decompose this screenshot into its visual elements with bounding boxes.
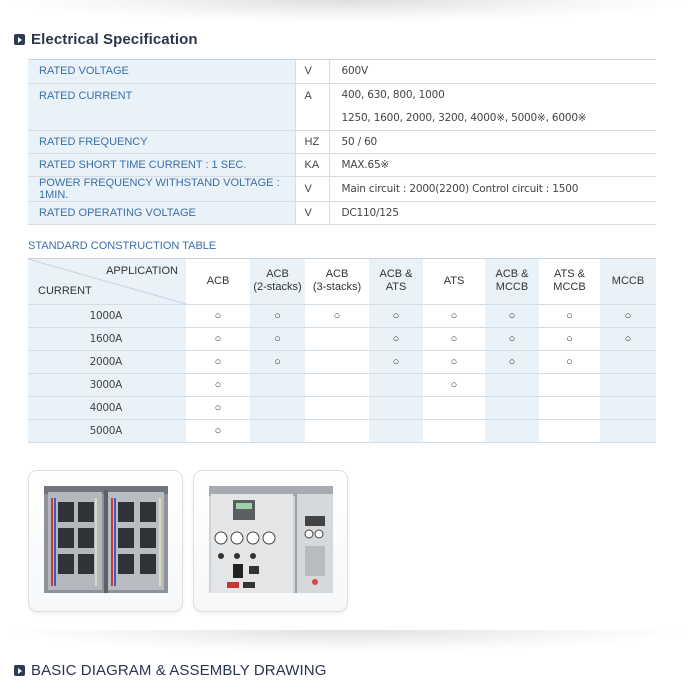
column-header-line: MCCB bbox=[553, 281, 586, 294]
standard-construction-table bbox=[28, 259, 656, 443]
column-header-line: (3-stacks) bbox=[312, 281, 362, 294]
table-row bbox=[28, 419, 656, 442]
availability-cell bbox=[485, 327, 539, 350]
current-rating: 1600A bbox=[28, 327, 186, 350]
spec-value-cell bbox=[329, 153, 656, 176]
column-header-line: ACB bbox=[206, 274, 230, 287]
availability-cell bbox=[600, 396, 656, 419]
current-rating: 2000A bbox=[28, 350, 186, 373]
table-row bbox=[28, 304, 656, 327]
spec-label: RATED VOLTAGE bbox=[28, 60, 295, 83]
available-mark: ○ bbox=[392, 309, 400, 322]
availability-cell bbox=[539, 419, 600, 442]
availability-cell bbox=[305, 350, 369, 373]
spec-label: POWER FREQUENCY WITHSTAND VOLTAGE : 1MIN. bbox=[28, 176, 295, 201]
available-mark: ○ bbox=[566, 355, 573, 368]
spec-unit: V bbox=[295, 60, 329, 83]
availability-cell bbox=[600, 327, 656, 350]
available-mark: ○ bbox=[450, 309, 458, 322]
availability-cell bbox=[539, 327, 600, 350]
availability-cell bbox=[305, 327, 369, 350]
column-header bbox=[423, 259, 485, 304]
column-header bbox=[186, 259, 250, 304]
availability-cell bbox=[423, 304, 485, 327]
availability-cell bbox=[186, 350, 250, 373]
available-mark: ○ bbox=[624, 309, 632, 322]
available-mark: ○ bbox=[508, 355, 516, 368]
availability-cell bbox=[423, 373, 485, 396]
available-mark: ○ bbox=[450, 332, 458, 345]
spec-value: 400, 630, 800, 1000 bbox=[341, 88, 445, 101]
available-mark: ○ bbox=[566, 309, 573, 322]
available-mark: ○ bbox=[450, 355, 458, 368]
availability-cell bbox=[423, 396, 485, 419]
available-mark: ○ bbox=[508, 332, 516, 345]
column-header-line: MCCB bbox=[611, 274, 645, 287]
column-header bbox=[539, 259, 600, 304]
spec-row bbox=[28, 83, 656, 130]
spec-unit: V bbox=[295, 176, 329, 201]
column-header-line: ACB bbox=[325, 268, 349, 281]
availability-cell bbox=[305, 419, 369, 442]
availability-cell bbox=[250, 350, 305, 373]
column-header-line: ATS bbox=[385, 281, 407, 294]
availability-cell bbox=[305, 304, 369, 327]
availability-cell bbox=[250, 327, 305, 350]
photo-card-switchgear[interactable] bbox=[28, 470, 183, 612]
availability-cell bbox=[186, 396, 250, 419]
availability-cell bbox=[423, 327, 485, 350]
column-header-line: ACB bbox=[266, 268, 289, 281]
availability-cell bbox=[423, 419, 485, 442]
table-row bbox=[28, 327, 656, 350]
spec-value-cell bbox=[329, 83, 656, 130]
availability-cell bbox=[600, 373, 656, 396]
availability-cell bbox=[369, 396, 423, 419]
spec-label: RATED SHORT TIME CURRENT : 1 SEC. bbox=[28, 153, 295, 176]
bottom-divider-shadow bbox=[10, 630, 684, 652]
spec-value-cell bbox=[329, 201, 656, 224]
column-header-line: ACB & bbox=[379, 268, 413, 281]
arrow-bullet-icon bbox=[14, 34, 25, 45]
application-header: APPLICATION bbox=[106, 265, 178, 277]
current-rating: 3000A bbox=[28, 373, 186, 396]
available-mark: ○ bbox=[450, 378, 458, 391]
availability-cell bbox=[305, 396, 369, 419]
availability-cell bbox=[250, 419, 305, 442]
column-header bbox=[250, 259, 305, 304]
availability-cell bbox=[369, 419, 423, 442]
spec-label: RATED FREQUENCY bbox=[28, 130, 295, 153]
available-mark: ○ bbox=[566, 332, 573, 345]
diagonal-header-cell bbox=[28, 259, 186, 304]
available-mark: ○ bbox=[392, 355, 400, 368]
section-header-diagram bbox=[14, 662, 327, 679]
table-row bbox=[28, 350, 656, 373]
current-rating: 5000A bbox=[28, 419, 186, 442]
available-mark: ○ bbox=[214, 424, 222, 437]
availability-cell bbox=[539, 373, 600, 396]
arrow-bullet-icon bbox=[14, 665, 25, 676]
column-header-line: (2-stacks) bbox=[253, 281, 302, 294]
switchgear-breakers-photo bbox=[44, 486, 168, 593]
available-mark: ○ bbox=[214, 401, 222, 414]
available-mark: ○ bbox=[624, 332, 632, 345]
control-panel-photo bbox=[209, 486, 333, 593]
availability-cell bbox=[369, 350, 423, 373]
spec-row bbox=[28, 176, 656, 201]
spec-label: RATED OPERATING VOLTAGE bbox=[28, 201, 295, 224]
column-header-line: MCCB bbox=[495, 281, 529, 294]
spec-unit: KA bbox=[295, 153, 329, 176]
section-title: BASIC DIAGRAM & ASSEMBLY DRAWING bbox=[31, 662, 327, 679]
section-title: Electrical Specification bbox=[31, 31, 198, 48]
available-mark: ○ bbox=[274, 332, 281, 345]
spec-value-cell bbox=[329, 60, 656, 83]
spec-unit: A bbox=[295, 83, 329, 130]
spec-row bbox=[28, 201, 656, 224]
availability-cell bbox=[600, 419, 656, 442]
spec-value: 600V bbox=[341, 65, 368, 78]
spec-value-line2: 1250, 1600, 2000, 3200, 4000※, 5000※, 6000※ bbox=[341, 111, 587, 124]
availability-cell bbox=[305, 373, 369, 396]
availability-cell bbox=[250, 396, 305, 419]
available-mark: ○ bbox=[333, 309, 341, 322]
spec-value: 50 / 60 bbox=[341, 135, 378, 148]
availability-cell bbox=[485, 419, 539, 442]
top-divider-shadow bbox=[10, 0, 684, 22]
spec-value-cell bbox=[329, 176, 656, 201]
availability-cell bbox=[186, 327, 250, 350]
spec-unit: V bbox=[295, 201, 329, 224]
availability-cell bbox=[250, 304, 305, 327]
availability-cell bbox=[369, 373, 423, 396]
photo-card-control-panel[interactable] bbox=[193, 470, 348, 612]
available-mark: ○ bbox=[214, 355, 222, 368]
availability-cell bbox=[186, 419, 250, 442]
availability-cell bbox=[485, 396, 539, 419]
current-rating: 4000A bbox=[28, 396, 186, 419]
availability-cell bbox=[423, 350, 485, 373]
column-header bbox=[485, 259, 539, 304]
column-header-line: ACB & bbox=[495, 268, 529, 281]
column-header bbox=[305, 259, 369, 304]
availability-cell bbox=[186, 304, 250, 327]
spec-row bbox=[28, 153, 656, 176]
spec-unit: HZ bbox=[295, 130, 329, 153]
availability-cell bbox=[485, 350, 539, 373]
column-header bbox=[369, 259, 423, 304]
column-header bbox=[600, 259, 656, 304]
spec-value: Main circuit : 2000(2200) Control circuit : 1500 bbox=[341, 182, 579, 195]
available-mark: ○ bbox=[214, 309, 222, 322]
available-mark: ○ bbox=[392, 332, 400, 345]
availability-cell bbox=[485, 373, 539, 396]
column-header-line: ATS bbox=[443, 274, 465, 287]
availability-cell bbox=[600, 304, 656, 327]
current-rating: 1000A bbox=[28, 304, 186, 327]
availability-cell bbox=[539, 396, 600, 419]
availability-cell bbox=[485, 304, 539, 327]
availability-cell bbox=[369, 304, 423, 327]
table-row bbox=[28, 373, 656, 396]
spec-row bbox=[28, 60, 656, 83]
availability-cell bbox=[539, 304, 600, 327]
spec-row bbox=[28, 130, 656, 153]
available-mark: ○ bbox=[274, 355, 281, 368]
available-mark: ○ bbox=[214, 378, 222, 391]
availability-cell bbox=[186, 373, 250, 396]
current-header: CURRENT bbox=[38, 284, 92, 297]
available-mark: ○ bbox=[274, 309, 281, 322]
section-header-electrical bbox=[14, 31, 198, 48]
table-row bbox=[28, 396, 656, 419]
available-mark: ○ bbox=[508, 309, 516, 322]
availability-cell bbox=[250, 373, 305, 396]
spec-value: DC110/125 bbox=[341, 206, 399, 219]
construction-table-title: STANDARD CONSTRUCTION TABLE bbox=[28, 240, 217, 252]
spec-value: MAX.65※ bbox=[341, 158, 390, 171]
availability-cell bbox=[539, 350, 600, 373]
available-mark: ○ bbox=[214, 332, 222, 345]
electrical-spec-table bbox=[28, 60, 656, 225]
column-header-line: ATS & bbox=[554, 268, 585, 281]
spec-value-cell bbox=[329, 130, 656, 153]
availability-cell bbox=[369, 327, 423, 350]
availability-cell bbox=[600, 350, 656, 373]
spec-label: RATED CURRENT bbox=[28, 83, 295, 130]
